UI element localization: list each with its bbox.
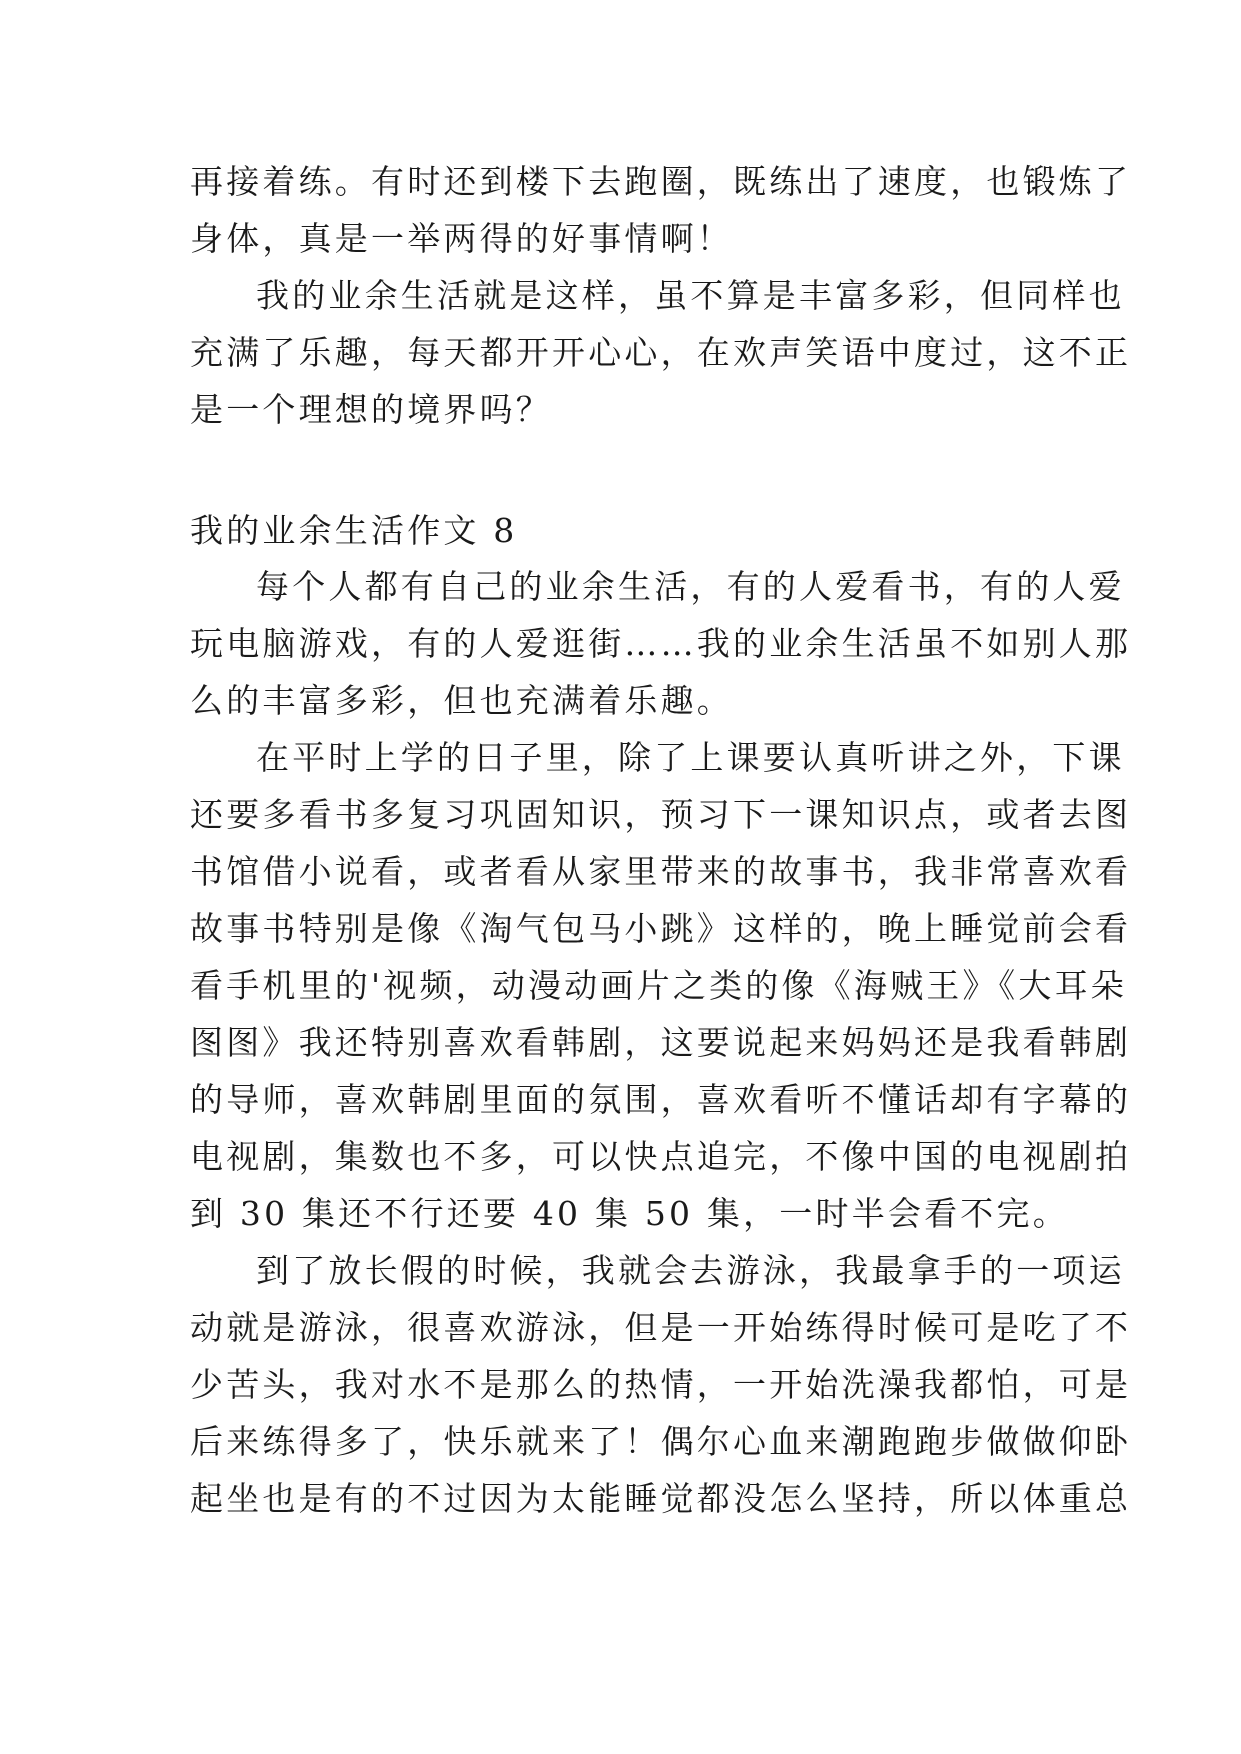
text-line: 身体，真是一举两得的好事情啊！ — [190, 219, 733, 258]
text-line: 图图》我还特别喜欢看韩剧，这要说起来妈妈还是我看韩剧 — [190, 1023, 1132, 1062]
text-line: 书馆借小说看，或者看从家里带来的故事书，我非常喜欢看 — [190, 852, 1132, 891]
text-line: 再接着练。有时还到楼下去跑圈，既练出了速度，也锻炼了 — [190, 162, 1132, 201]
text-line: 到 30 集还不行还要 40 集 50 集，一时半会看不完。 — [190, 1194, 1069, 1233]
document-page — [190, 0, 1132, 1754]
text-line: 少苦头，我对水不是那么的热情，一开始洗澡我都怕，可是 — [190, 1365, 1132, 1404]
text-line: 电视剧，集数也不多，可以快点追完，不像中国的电视剧拍 — [190, 1137, 1132, 1176]
paragraph-start-line: 每个人都有自己的业余生活，有的人爱看书，有的人爱 — [256, 567, 1125, 606]
text-line: 故事书特别是像《淘气包马小跳》这样的，晚上睡觉前会看 — [190, 909, 1132, 948]
text-line: 还要多看书多复习巩固知识，预习下一课知识点，或者去图 — [190, 795, 1132, 834]
text-line: 动就是游泳，很喜欢游泳，但是一开始练得时候可是吃了不 — [190, 1308, 1132, 1347]
section-heading: 我的业余生活作文 8 — [190, 511, 518, 550]
text-line: 的导师，喜欢韩剧里面的氛围，喜欢看听不懂话却有字幕的 — [190, 1080, 1132, 1119]
text-line: 么的丰富多彩，但也充满着乐趣。 — [190, 681, 733, 720]
text-line: 后来练得多了，快乐就来了！偶尔心血来潮跑跑步做做仰卧 — [190, 1422, 1132, 1461]
paragraph-start-line: 在平时上学的日子里，除了上课要认真听讲之外，下课 — [256, 738, 1125, 777]
text-line: 看手机里的'视频，动漫动画片之类的像《海贼王》《大耳朵 — [190, 966, 1127, 1005]
text-line: 起坐也是有的不过因为太能睡觉都没怎么坚持，所以体重总 — [190, 1479, 1132, 1518]
paragraph-start-line: 我的业余生活就是这样，虽不算是丰富多彩，但同样也 — [256, 276, 1125, 315]
text-line: 玩电脑游戏，有的人爱逛街……我的业余生活虽不如别人那 — [190, 624, 1132, 663]
paragraph-start-line: 到了放长假的时候，我就会去游泳，我最拿手的一项运 — [256, 1251, 1125, 1290]
text-line: 充满了乐趣，每天都开开心心，在欢声笑语中度过，这不正 — [190, 333, 1132, 372]
text-line: 是一个理想的境界吗？ — [190, 390, 552, 429]
